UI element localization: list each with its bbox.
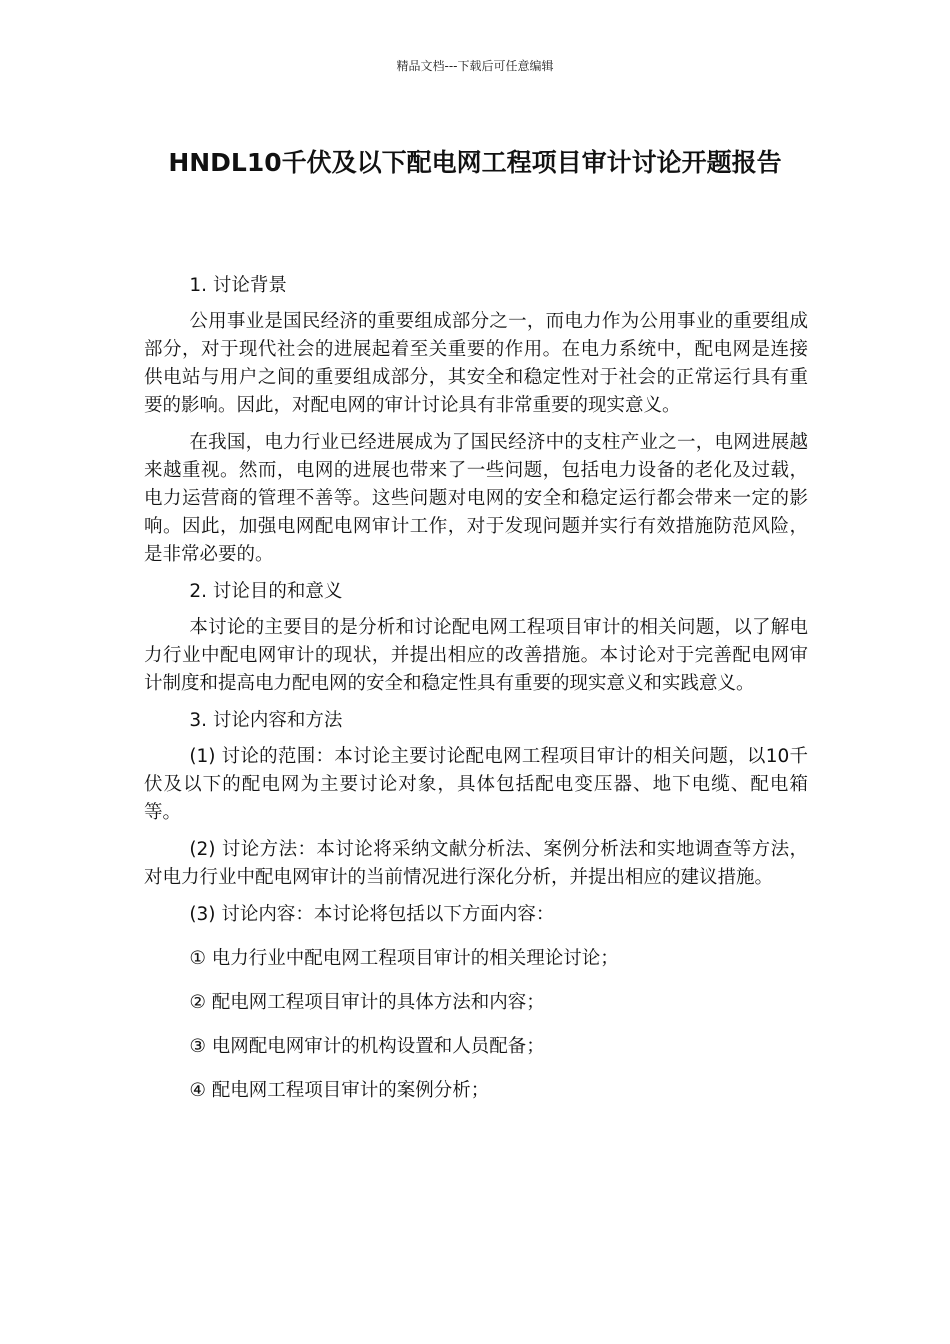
paragraph-purpose: 本讨论的主要目的是分析和讨论配电网工程项目审计的相关问题，以了解电力行业中配电网审计的现状，并提出相应的改善措施。本讨论对于完善配电网审计制度和提高电力配电网的安全和稳定性具有重要的现实意义和实践意义。	[144, 617, 808, 694]
header-note: 精品文档---下载后可任意编辑	[396, 59, 554, 73]
paragraph-background-2: 在我国，电力行业已经进展成为了国民经济中的支柱产业之一，电网进展越来越重视。然而，电网的进展也带来了一些问题，包括电力设备的老化及过载，电力运营商的管理不善等。这些问题对电网的安全和稳定运行都会带来一定的影响。因此，加强电网配电网审计工作，对于发现问题并实行有效措施防范风险，是非常必要的。	[144, 432, 808, 565]
paragraph-method: (2) 讨论方法：本讨论将采纳文献分析法、案例分析法和实地调查等方法，对电力行业中配电网审计的当前情况进行深化分析，并提出相应的建议措施。	[144, 839, 808, 888]
section-heading-background: 1. 讨论背景	[189, 275, 287, 296]
section-heading-content-method: 3. 讨论内容和方法	[189, 710, 343, 731]
list-item: ② 配电网工程项目审计的具体方法和内容；	[189, 992, 545, 1013]
paragraph-scope: (1) 讨论的范围：本讨论主要讨论配电网工程项目审计的相关问题，以10千伏及以下的配电网为主要讨论对象，具体包括配电变压器、地下电缆、配电箱等。	[144, 746, 808, 823]
paragraph-background-1: 公用事业是国民经济的重要组成部分之一，而电力作为公用事业的重要组成部分，对于现代社会的进展起着至关重要的作用。在电力系统中，配电网是连接供电站与用户之间的重要组成部分，其安全和稳定性对于社会的正常运行具有重要的影响。因此，对配电网的审计讨论具有非常重要的现实意义。	[144, 311, 808, 416]
list-item: ④ 配电网工程项目审计的案例分析；	[189, 1080, 490, 1101]
list-item: ③ 电网配电网审计的机构设置和人员配备；	[189, 1036, 545, 1057]
paragraph-content-intro: (3) 讨论内容：本讨论将包括以下方面内容：	[189, 904, 555, 925]
list-item: ① 电力行业中配电网工程项目审计的相关理论讨论；	[189, 948, 619, 969]
document-title: HNDL10千伏及以下配电网工程项目审计讨论开题报告	[168, 148, 782, 177]
document-body	[144, 272, 808, 1121]
section-heading-purpose: 2. 讨论目的和意义	[189, 581, 343, 602]
